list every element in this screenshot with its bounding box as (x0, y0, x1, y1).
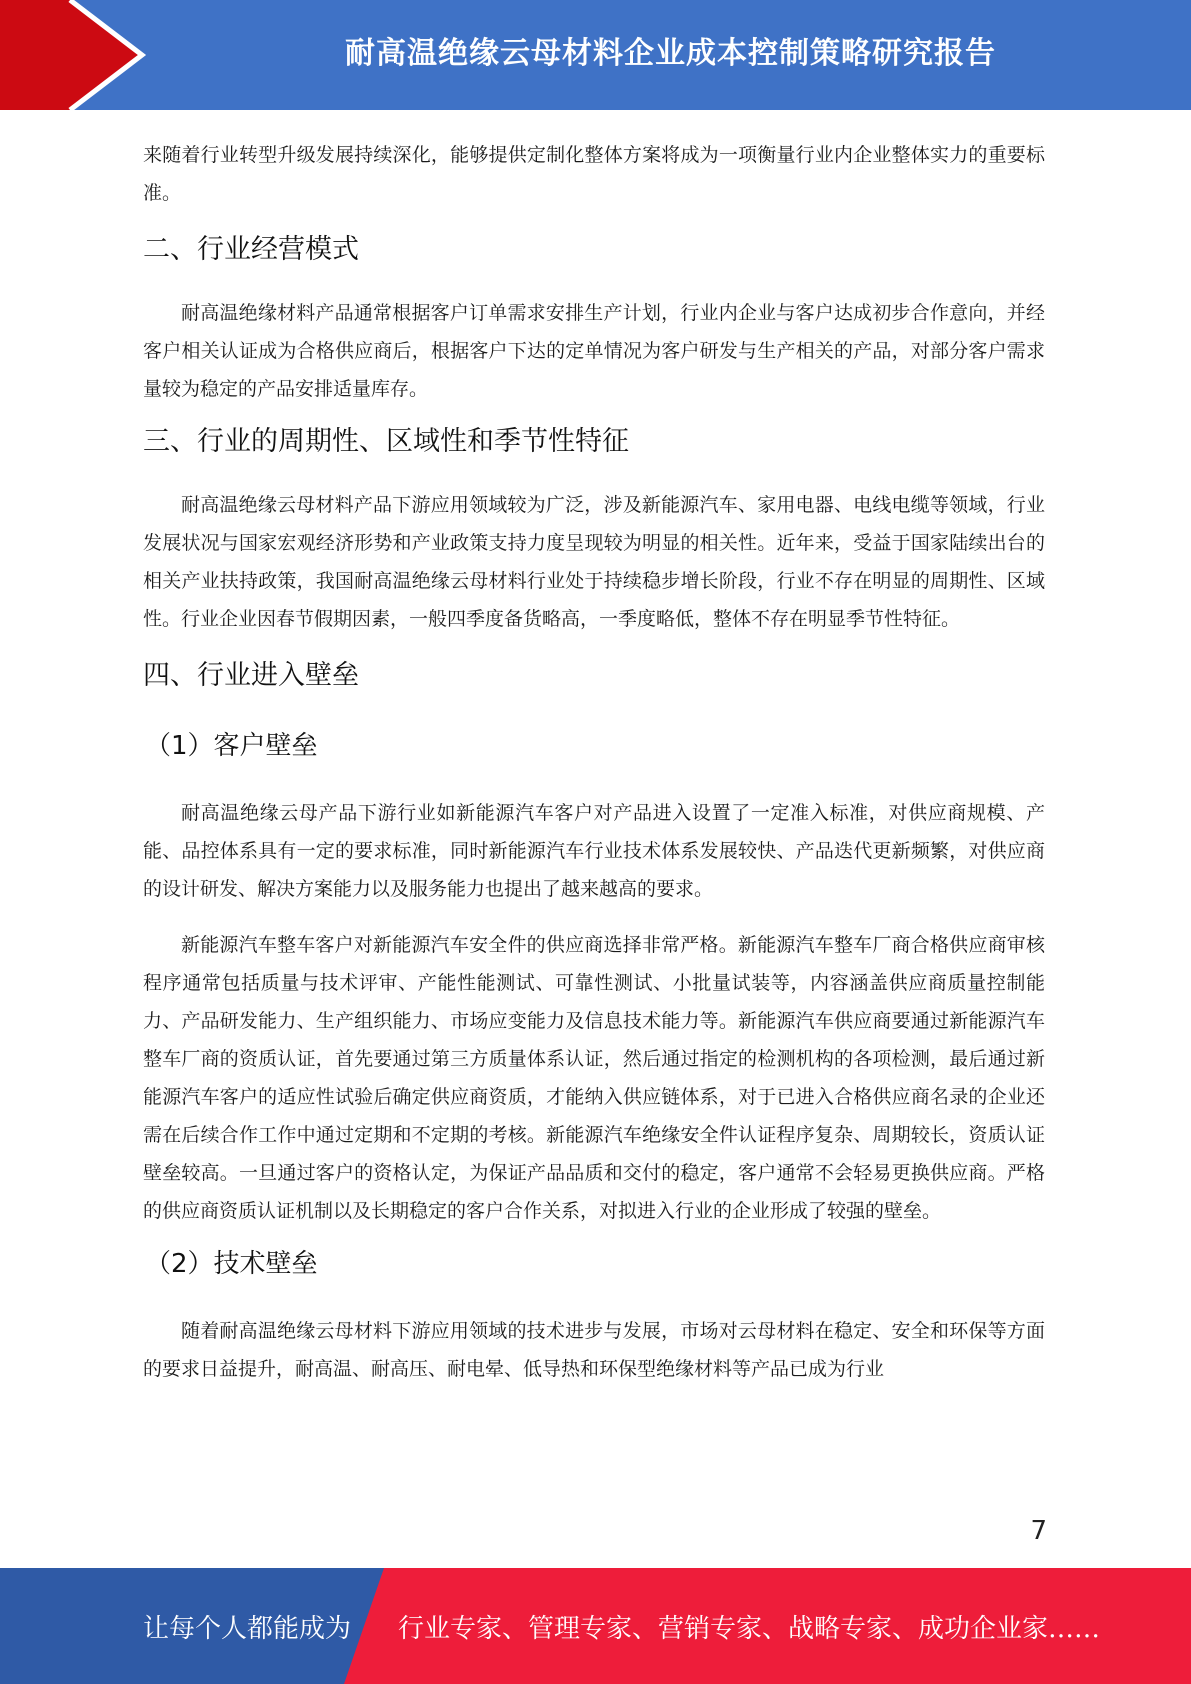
report-title: 耐高温绝缘云母材料企业成本控制策略研究报告 (345, 36, 996, 71)
header-red-chevron (0, 0, 150, 110)
subsection-heading-technology-barrier: （2）技术壁垒 (145, 1249, 318, 1279)
page-footer (0, 1568, 1191, 1684)
section-paragraph-characteristics: 耐高温绝缘云母材料产品下游应用领域较为广泛，涉及新能源汽车、家用电器、电线电缆等领域，行业发展状况与国家宏观经济形势和产业政策支持力度呈现较为明显的相关性。近年来，受益于国家陆续出台的相关产业扶持政策，我国耐高温绝缘云母材料行业处于持续稳步增长阶段，行业不存在明显的周期性、区域性。行业企业因春节假期因素，一般四季度备货略高，一季度略低，整体不存在明显季节性特征。 (143, 494, 1045, 630)
section-paragraph-business-model: 耐高温绝缘材料产品通常根据客户订单需求安排生产计划，行业内企业与客户达成初步合作意向，并经客户相关认证成为合格供应商后，根据客户下达的定单情况为客户研发与生产相关的产品，对部分客户需求量较为稳定的产品安排适量库存。 (143, 302, 1045, 400)
section-heading-entry-barriers: 四、行业进入壁垒 (143, 660, 359, 691)
customer-barrier-paragraph-2: 新能源汽车整车客户对新能源汽车安全件的供应商选择非常严格。新能源汽车整车厂商合格供应商审核程序通常包括质量与技术评审、产能性能测试、可靠性测试、小批量试装等，内容涵盖供应商质量控制能力、产品研发能力、生产组织能力、市场应变能力及信息技术能力等。新能源汽车供应商要通过新能源汽车整车厂商的资质认证，首先要通过第三方质量体系认证，然后通过指定的检测机构的各项检测，最后通过新能源汽车客户的适应性试验后确定供应商资质，才能纳入供应链体系，对于已进入合格供应商名录的企业还需在后续合作工作中通过定期和不定期的考核。新能源汽车绝缘安全件认证程序复杂、周期较长，资质认证壁垒较高。一旦通过客户的资格认定，为保证产品品质和交付的稳定，客户通常不会轻易更换供应商。严格的供应商资质认证机制以及长期稳定的客户合作关系，对拟进入行业的企业形成了较强的壁垒。 (143, 934, 1045, 1222)
subsection-heading-customer-barrier: （1）客户壁垒 (145, 731, 318, 761)
customer-barrier-paragraph-1: 耐高温绝缘云母产品下游行业如新能源汽车客户对产品进入设置了一定准入标准，对供应商规模、产能、品控体系具有一定的要求标准，同时新能源汽车行业技术体系发展较快、产品迭代更新频繁，对供应商的设计研发、解决方案能力以及服务能力也提出了越来越高的要求。 (143, 802, 1045, 900)
section-heading-business-model: 二、行业经营模式 (143, 234, 359, 265)
technology-barrier-paragraph: 随着耐高温绝缘云母材料下游应用领域的技术进步与发展，市场对云母材料在稳定、安全和环保等方面的要求日益提升，耐高温、耐高压、耐电晕、低导热和环保型绝缘材料等产品已成为行业 (143, 1320, 1045, 1380)
page-header (0, 0, 1191, 110)
intro-paragraph: 来随着行业转型升级发展持续深化，能够提供定制化整体方案将成为一项衡量行业内企业整体实力的重要标准。 (143, 144, 1045, 204)
footer-slogan-left: 让每个人都能成为 (143, 1613, 352, 1644)
page-number: 7 (1030, 1516, 1047, 1546)
section-heading-characteristics: 三、行业的周期性、区域性和季节性特征 (143, 426, 629, 457)
footer-slogan-right: 行业专家、管理专家、营销专家、战略专家、成功企业家…… (398, 1613, 1101, 1644)
document-body (143, 130, 1045, 1388)
